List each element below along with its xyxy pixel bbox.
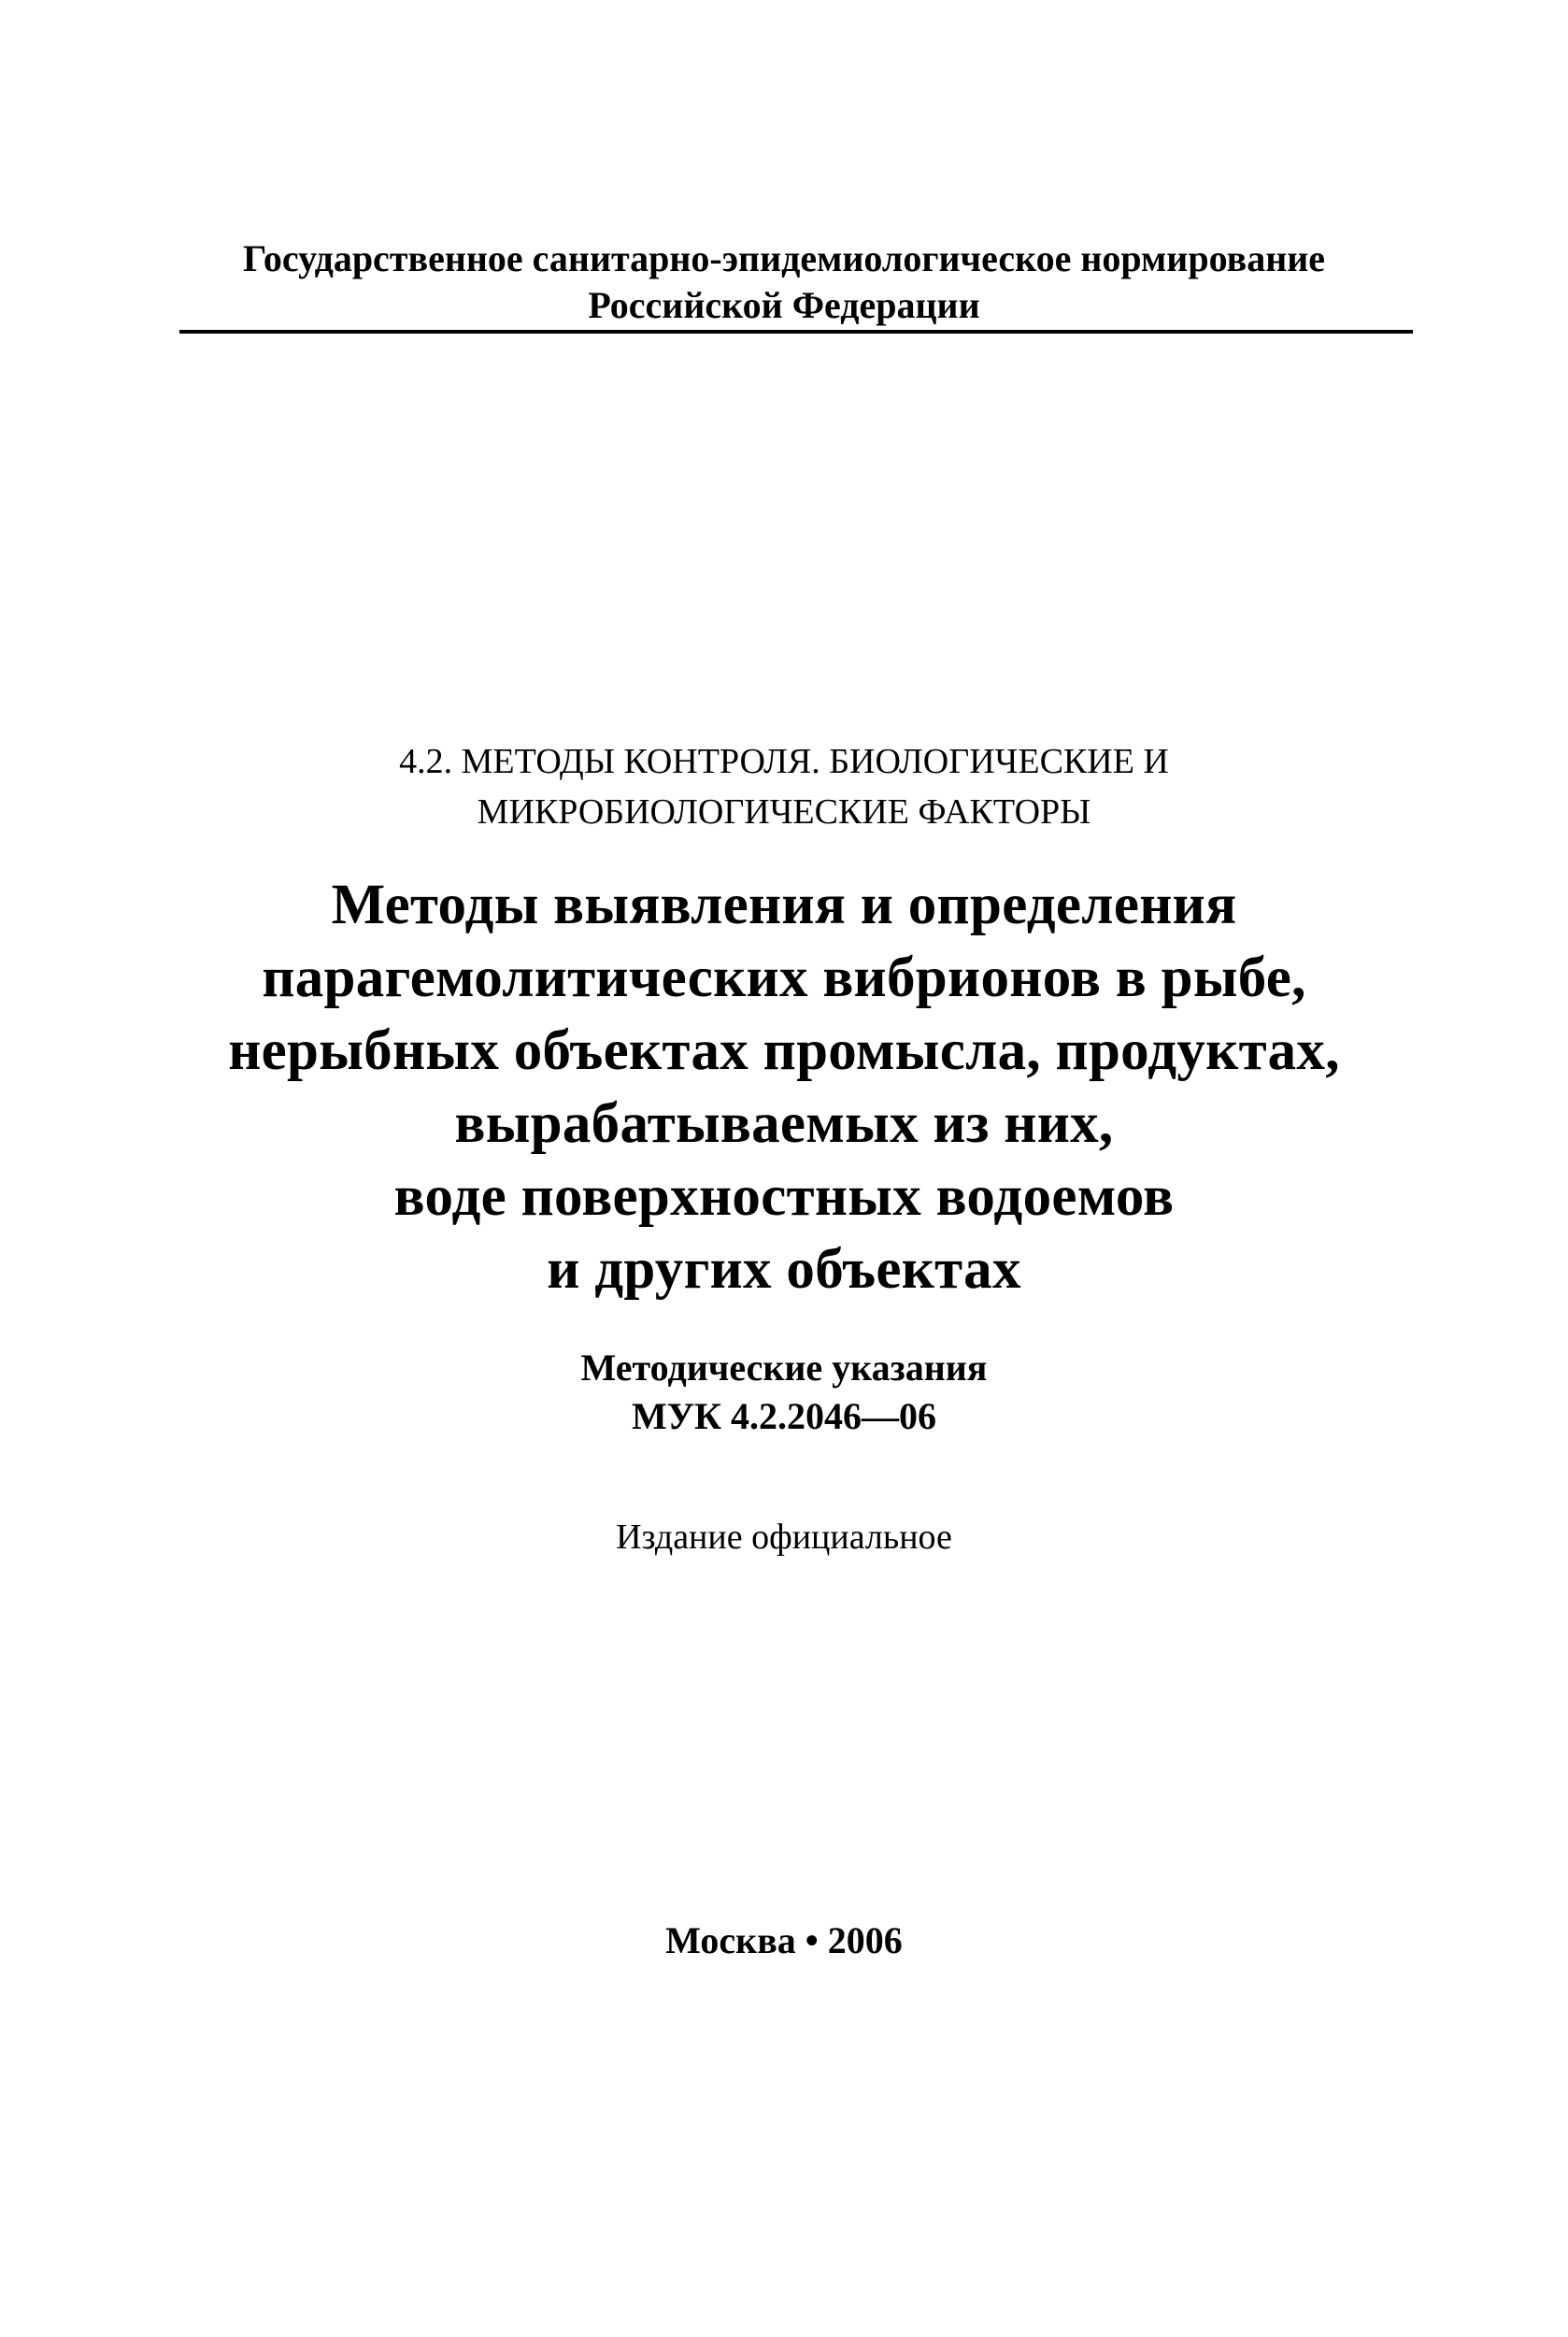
title-line: нерыбных объектах промысла, продуктах, [228,1019,1340,1082]
title-line: воде поверхностных водоемов [393,1165,1175,1228]
title-line: Методы выявления и определения [331,874,1237,936]
series-line: 4.2. МЕТОДЫ КОНТРОЛЯ. БИОЛОГИЧЕСКИЕ И [399,742,1169,781]
title-line: и других объектах [547,1238,1021,1301]
header-line: Российской Федерации [588,284,980,326]
header-divider [179,330,1413,334]
imprint-text: Москва • 2006 [665,1919,903,1961]
series-heading [0,736,1568,837]
title-line: парагемолитических вибрионов в рыбе, [262,947,1306,1009]
imprint [0,1917,1568,1964]
header-authority [0,235,1568,329]
header-line: Государственное санитарно-эпидемиологическое нормирование [242,237,1326,279]
document-title [0,869,1568,1306]
series-line: МИКРОБИОЛОГИЧЕСКИЕ ФАКТОРЫ [477,792,1091,832]
edition-text: Издание официальное [616,1518,952,1557]
title-line: вырабатываемых из них, [454,1092,1114,1155]
document-type [0,1344,1568,1441]
edition-note [0,1514,1568,1560]
document-type-label: Методические указания [580,1347,988,1389]
document-code: МУК 4.2.2046—06 [631,1395,937,1437]
